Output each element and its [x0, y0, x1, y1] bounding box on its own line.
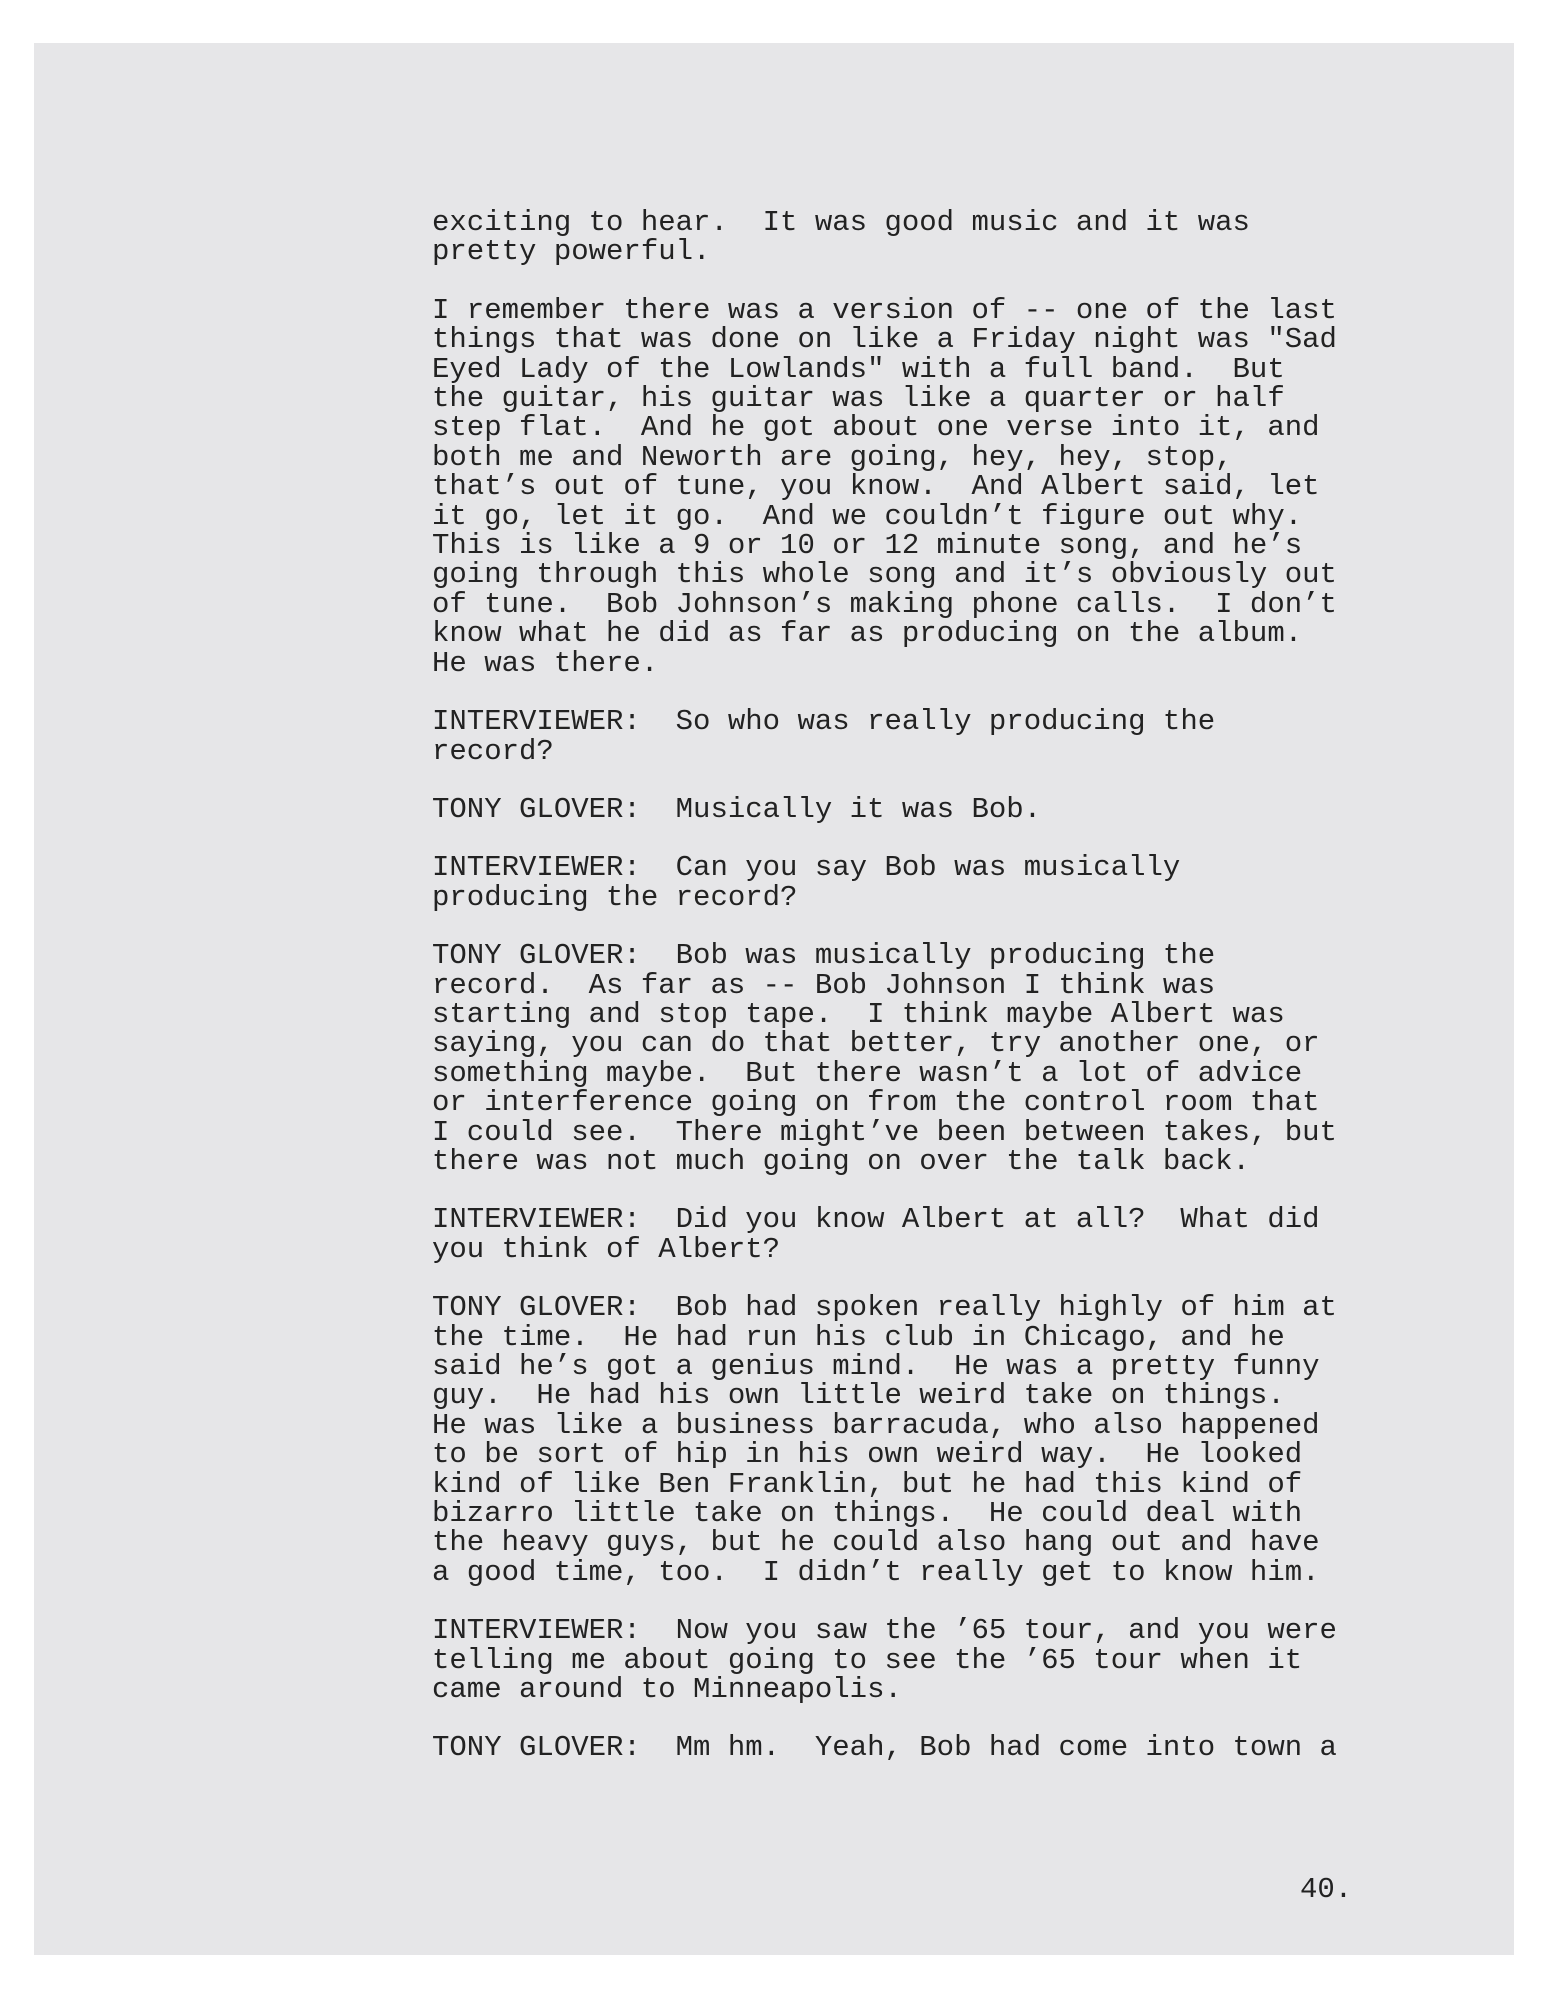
paragraph-4: TONY GLOVER: Musically it was Bob. — [432, 792, 1042, 826]
paragraph-1: exciting to hear. It was good music and it was pretty powerful. — [432, 206, 1250, 269]
page-number: 40. — [1300, 1873, 1353, 1906]
paragraph-3: INTERVIEWER: So who was really producing the record? — [432, 705, 1216, 768]
transcript-body — [432, 208, 1392, 1792]
paragraph-2: I remember there was a version of -- one of the last things that was done on like a Friday night was "Sad Eyed Lady of the Lowlands" with a full band. But the guitar, his guitar was like a quarter or half step flat. And he got about one verse into it, and both me and Neworth are going, hey, hey, stop, that’s out of tune, you know. And Albert said, let it go, let it go. And we couldn’t figure out why. This is like a 9 or 10 or 12 minute song, and he’s going through this whole song and it’s obviously out of tune. Bob Johnson’s making phone calls. I don’t know what he did as far as producing on the album. He was there. — [432, 293, 1337, 680]
paragraph-8: TONY GLOVER: Bob had spoken really highly of him at the time. He had run his club in Chicago, and he said he’s got a genius mind. He was a pretty funny guy. He had his own little weird take on things. He was like a business barracuda, who also happened to be sort of hip in his own weird way. He looked kind of like Ben Franklin, but he had this kind of bizarro little take on things. He could deal with the heavy guys, but he could also hang out and have a good time, too. I didn’t really get to know him. — [432, 1291, 1337, 1589]
paragraph-5: INTERVIEWER: Can you say Bob was musically producing the record? — [432, 851, 1181, 914]
paragraph-7: INTERVIEWER: Did you know Albert at all? What did you think of Albert? — [432, 1203, 1320, 1266]
document-page — [34, 43, 1514, 1955]
paragraph-10: TONY GLOVER: Mm hm. Yeah, Bob had come into town a — [432, 1731, 1337, 1765]
paragraph-9: INTERVIEWER: Now you saw the ’65 tour, and you were telling me about going to see the ’65 tour when it came around to Minneapolis. — [432, 1614, 1337, 1707]
paragraph-6: TONY GLOVER: Bob was musically producing the record. As far as -- Bob Johnson I think was starting and stop tape. I think maybe Albert was saying, you can do that better, try another one, or something maybe. But there wasn’t a lot of advice or interference going on from the control room that I could see. There might’ve been between takes, but there was not much going on over the talk back. — [432, 939, 1337, 1178]
